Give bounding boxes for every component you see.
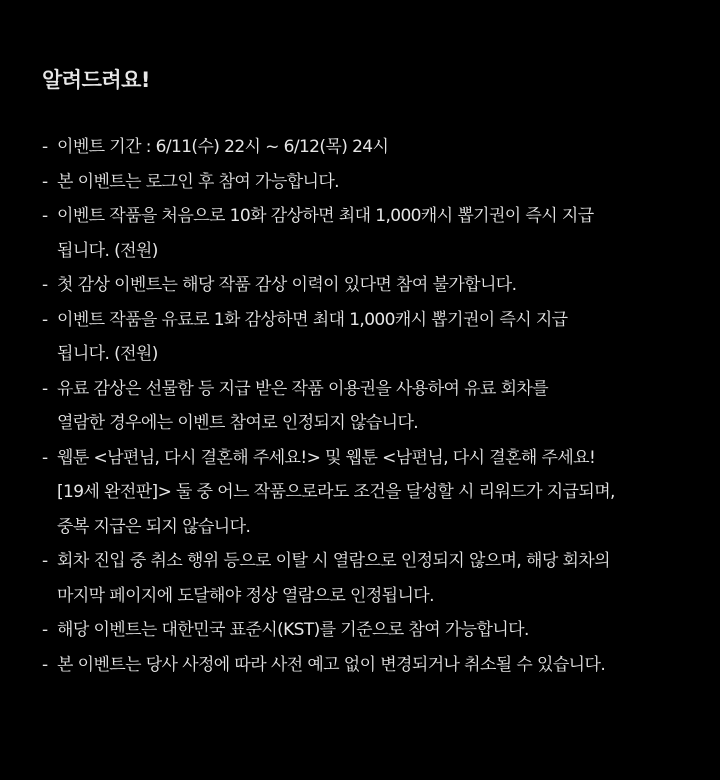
bullet-dash: - [42,206,48,226]
notice-item-line: [19세 완전판]> 둘 중 어느 작품으로라도 조건을 달성할 시 리워드가 지급되며, [57,482,615,502]
bullet-dash: - [42,551,48,571]
notice-item-line: 열람한 경우에는 이벤트 참여로 인정되지 않습니다. [57,413,419,433]
notice-item-line: 됩니다. (전원) [57,240,158,261]
notice-item-line: 중복 지급은 되지 않습니다. [57,516,251,537]
bullet-dash: - [42,620,48,640]
notice-item-line: 유료 감상은 선물함 등 지급 받은 작품 이용권을 사용하여 유료 회차를 [57,378,549,399]
notice-item [42,199,684,268]
notice-item-text [57,268,516,303]
notice-item-line: 됩니다. (전원) [57,344,158,364]
notice-item-line: 회차 진입 중 취소 행위 등으로 이탈 시 열람으로 인정되지 않으며, 해당 회차의 [57,551,610,571]
notice-title: 알려드려요! [42,68,151,92]
notice-item-line: 해당 이벤트는 대한민국 표준시(KST)를 기준으로 참여 가능합니다. [57,620,529,640]
notice-item-line: 이벤트 작품을 처음으로 10화 감상하면 최대 1,000캐시 뽑기권이 즉시 지급 [57,206,594,226]
notice-item [42,441,684,545]
notice-item [42,372,684,441]
notice-item-line: 본 이벤트는 당사 사정에 따라 사전 예고 없이 변경되거나 취소될 수 있습니다. [57,654,606,675]
notice-list [42,130,684,682]
notice-item-line: 웹툰 <남편님, 다시 결혼해 주세요!> 및 웹툰 <남편님, 다시 결혼해 주세요! [57,447,596,468]
notice-item-text [57,648,605,683]
notice-item [42,613,684,648]
notice-item-text [57,372,548,441]
notice-item-text [57,130,388,165]
bullet-dash: - [42,447,48,468]
notice-item [42,268,684,303]
notice-item-line: 본 이벤트는 로그인 후 참여 가능합니다. [57,171,339,192]
bullet-dash: - [42,137,48,157]
bullet-dash: - [42,654,48,675]
notice-item [42,165,684,200]
notice-item-text [57,544,610,613]
notice-item [42,544,684,613]
notice-item-text [57,165,339,200]
notice-item-line: 첫 감상 이벤트는 해당 작품 감상 이력이 있다면 참여 불가합니다. [57,275,517,295]
bullet-dash: - [42,275,48,295]
notice-item-line: 마지막 페이지에 도달해야 정상 열람으로 인정됩니다. [57,585,434,606]
notice-item-text [57,613,529,648]
notice-item-text [57,303,568,372]
bullet-dash: - [42,309,48,330]
notice-item-line: 이벤트 기간 : 6/11(수) 22시 ~ 6/12(목) 24시 [57,137,389,157]
notice-item [42,648,684,683]
bullet-dash: - [42,378,48,399]
notice-item-line: 이벤트 작품을 유료로 1화 감상하면 최대 1,000캐시 뽑기권이 즉시 지급 [57,309,568,330]
bullet-dash: - [42,171,48,192]
notice-item-text [57,199,594,268]
notice-item [42,130,684,165]
notice-item [42,303,684,372]
notice-item-text [57,441,615,545]
